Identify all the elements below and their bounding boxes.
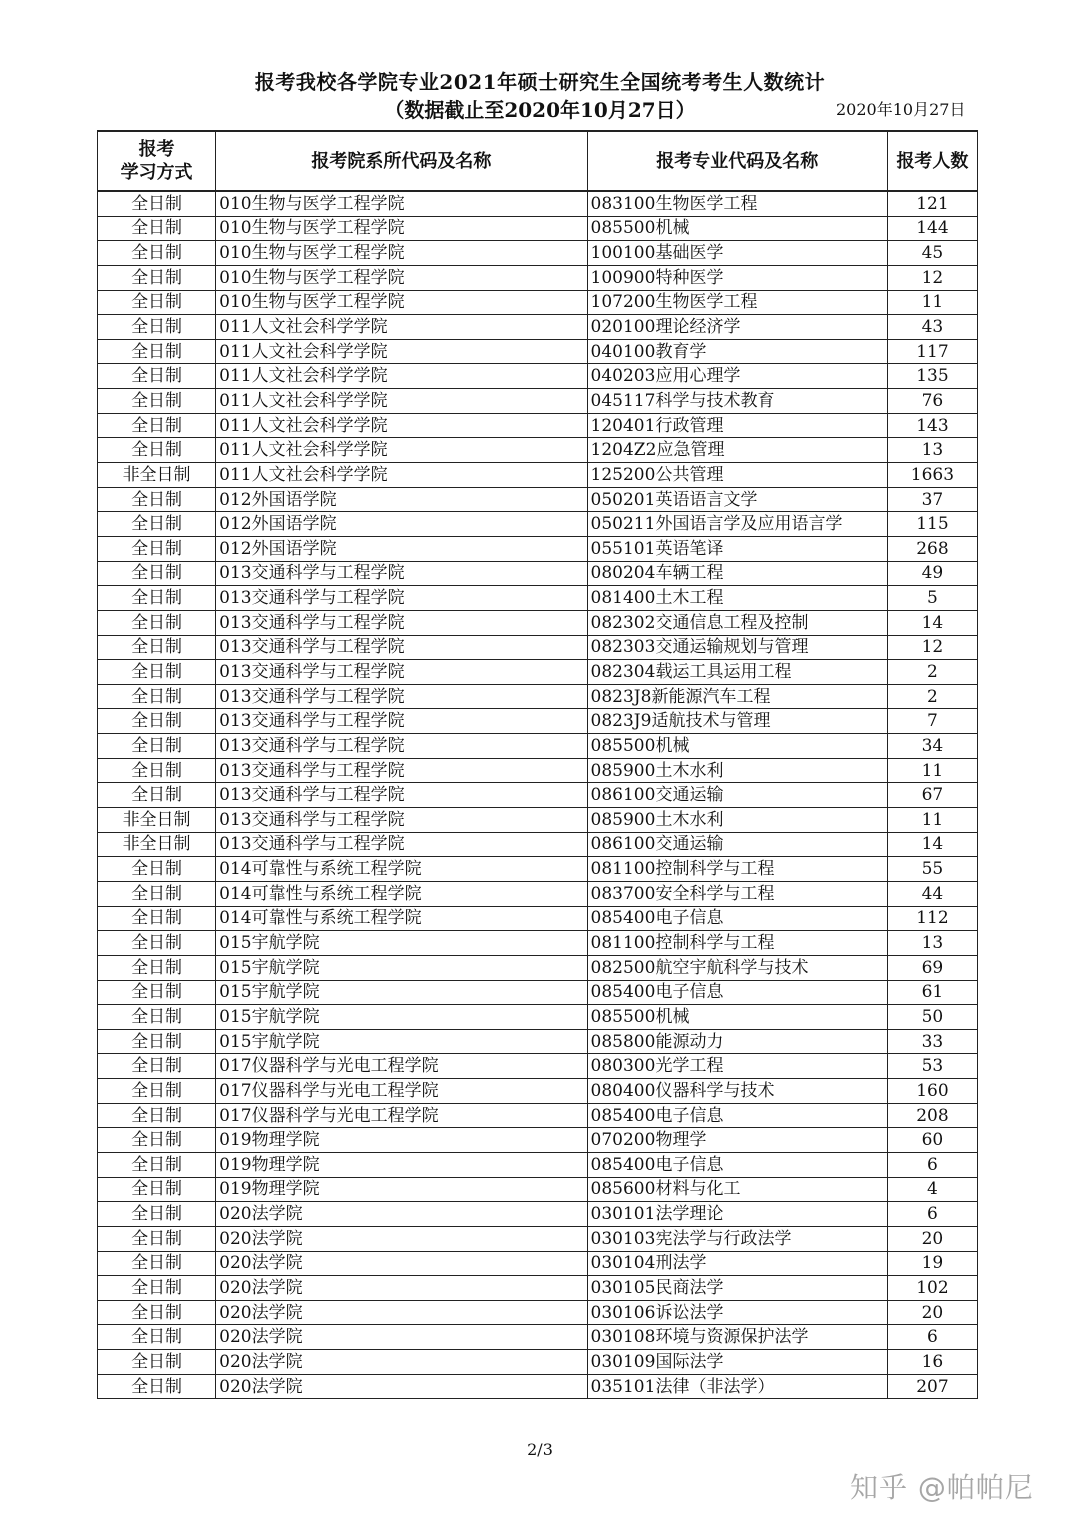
table-row	[98, 832, 978, 857]
table-row	[98, 413, 978, 438]
cell-college: 020法学院	[216, 1251, 587, 1276]
cell-study-mode: 全日制	[98, 265, 216, 290]
cell-count: 117	[887, 339, 977, 364]
cell-count: 4	[887, 1177, 977, 1202]
cell-study-mode: 全日制	[98, 1079, 216, 1104]
cell-study-mode: 全日制	[98, 1005, 216, 1030]
cell-college: 011人文社会科学学院	[216, 315, 587, 340]
table-row	[98, 1300, 978, 1325]
header-study-mode-line1: 报考	[138, 139, 175, 160]
watermark: 知乎 @帕帕尼	[850, 1471, 1034, 1504]
cell-count: 43	[887, 315, 977, 340]
table-row	[98, 684, 978, 709]
cell-count: 37	[887, 487, 977, 512]
cell-major: 083100生物医学工程	[587, 191, 887, 216]
cell-study-mode: 全日制	[98, 709, 216, 734]
cell-count: 12	[887, 635, 977, 660]
cell-college: 010生物与医学工程学院	[216, 216, 587, 241]
cell-college: 019物理学院	[216, 1177, 587, 1202]
cell-major: 030104刑法学	[587, 1251, 887, 1276]
cell-count: 60	[887, 1128, 977, 1153]
cell-study-mode: 全日制	[98, 364, 216, 389]
header-count: 报考人数	[887, 131, 977, 191]
table-row	[98, 315, 978, 340]
cell-major: 1204Z2应急管理	[587, 438, 887, 463]
cell-college: 012外国语学院	[216, 487, 587, 512]
cell-count: 14	[887, 832, 977, 857]
cell-college: 013交通科学与工程学院	[216, 808, 587, 833]
cell-count: 14	[887, 610, 977, 635]
cell-study-mode: 全日制	[98, 241, 216, 266]
table-row	[98, 1202, 978, 1227]
document-title: 报考我校各学院专业2021年硕士研究生全国统考考生人数统计	[254, 70, 826, 94]
cell-major: 085500机械	[587, 1005, 887, 1030]
table-row	[98, 1103, 978, 1128]
table-body	[98, 191, 978, 1399]
document-subtitle: （数据截止至2020年10月27日）	[384, 98, 696, 122]
table-row	[98, 783, 978, 808]
cell-study-mode: 全日制	[98, 1300, 216, 1325]
table-row	[98, 364, 978, 389]
cell-college: 015宇航学院	[216, 980, 587, 1005]
cell-major: 100100基础医学	[587, 241, 887, 266]
cell-study-mode: 全日制	[98, 561, 216, 586]
cell-study-mode: 全日制	[98, 1128, 216, 1153]
cell-count: 16	[887, 1350, 977, 1375]
cell-count: 144	[887, 216, 977, 241]
table-row	[98, 709, 978, 734]
cell-major: 082304载运工具运用工程	[587, 660, 887, 685]
cell-major: 085800能源动力	[587, 1029, 887, 1054]
cell-major: 083700安全科学与工程	[587, 881, 887, 906]
cell-college: 020法学院	[216, 1202, 587, 1227]
table-row	[98, 980, 978, 1005]
cell-major: 030101法学理论	[587, 1202, 887, 1227]
cell-study-mode: 全日制	[98, 1374, 216, 1399]
table-row	[98, 191, 978, 216]
cell-count: 34	[887, 734, 977, 759]
cell-college: 011人文社会科学学院	[216, 389, 587, 414]
cell-count: 135	[887, 364, 977, 389]
cell-college: 020法学院	[216, 1276, 587, 1301]
cell-count: 2	[887, 660, 977, 685]
table-row	[98, 1251, 978, 1276]
cell-count: 13	[887, 438, 977, 463]
cell-count: 13	[887, 931, 977, 956]
cell-study-mode: 全日制	[98, 1226, 216, 1251]
cell-college: 013交通科学与工程学院	[216, 561, 587, 586]
cell-study-mode: 全日制	[98, 931, 216, 956]
cell-major: 081400土木工程	[587, 586, 887, 611]
table-row	[98, 881, 978, 906]
cell-college: 014可靠性与系统工程学院	[216, 881, 587, 906]
table-row	[98, 1152, 978, 1177]
cell-major: 085400电子信息	[587, 906, 887, 931]
cell-count: 6	[887, 1152, 977, 1177]
cell-major: 050201英语语言文学	[587, 487, 887, 512]
cell-count: 143	[887, 413, 977, 438]
cell-major: 081100控制科学与工程	[587, 931, 887, 956]
cell-major: 020100理论经济学	[587, 315, 887, 340]
cell-college: 015宇航学院	[216, 931, 587, 956]
cell-college: 013交通科学与工程学院	[216, 610, 587, 635]
table-row	[98, 808, 978, 833]
cell-count: 69	[887, 955, 977, 980]
cell-count: 207	[887, 1374, 977, 1399]
cell-count: 268	[887, 536, 977, 561]
cell-college: 013交通科学与工程学院	[216, 758, 587, 783]
cell-college: 015宇航学院	[216, 1005, 587, 1030]
cell-major: 086100交通运输	[587, 832, 887, 857]
cell-study-mode: 全日制	[98, 1152, 216, 1177]
cell-count: 102	[887, 1276, 977, 1301]
cell-major: 085500机械	[587, 734, 887, 759]
cell-college: 019物理学院	[216, 1152, 587, 1177]
table-row	[98, 512, 978, 537]
cell-count: 19	[887, 1251, 977, 1276]
cell-major: 045117科学与技术教育	[587, 389, 887, 414]
cell-study-mode: 全日制	[98, 1276, 216, 1301]
cell-study-mode: 全日制	[98, 1103, 216, 1128]
page-number: 2/3	[527, 1440, 553, 1459]
cell-major: 050211外国语言学及应用语言学	[587, 512, 887, 537]
cell-major: 085400电子信息	[587, 1152, 887, 1177]
cell-major: 080300光学工程	[587, 1054, 887, 1079]
cell-major: 040203应用心理学	[587, 364, 887, 389]
cell-major: 125200公共管理	[587, 463, 887, 488]
cell-college: 011人文社会科学学院	[216, 463, 587, 488]
table-row	[98, 1054, 978, 1079]
cell-count: 6	[887, 1325, 977, 1350]
cell-college: 010生物与医学工程学院	[216, 265, 587, 290]
cell-count: 53	[887, 1054, 977, 1079]
cell-major: 085400电子信息	[587, 980, 887, 1005]
cell-major: 120401行政管理	[587, 413, 887, 438]
cell-study-mode: 全日制	[98, 758, 216, 783]
cell-college: 013交通科学与工程学院	[216, 635, 587, 660]
cell-major: 085900土木水利	[587, 758, 887, 783]
header-study-mode	[98, 131, 216, 191]
cell-count: 5	[887, 586, 977, 611]
table-row	[98, 339, 978, 364]
table-row	[98, 290, 978, 315]
cell-major: 082302交通信息工程及控制	[587, 610, 887, 635]
cell-study-mode: 全日制	[98, 1251, 216, 1276]
table-row	[98, 463, 978, 488]
cell-college: 013交通科学与工程学院	[216, 586, 587, 611]
cell-major: 030108环境与资源保护法学	[587, 1325, 887, 1350]
statistics-table	[97, 130, 978, 1399]
cell-study-mode: 全日制	[98, 339, 216, 364]
table-row	[98, 1128, 978, 1153]
cell-study-mode: 全日制	[98, 536, 216, 561]
table-row	[98, 931, 978, 956]
cell-college: 014可靠性与系统工程学院	[216, 857, 587, 882]
cell-study-mode: 全日制	[98, 660, 216, 685]
cell-count: 1663	[887, 463, 977, 488]
cell-count: 11	[887, 808, 977, 833]
table-row	[98, 1374, 978, 1399]
cell-major: 070200物理学	[587, 1128, 887, 1153]
table-row	[98, 241, 978, 266]
cell-count: 7	[887, 709, 977, 734]
cell-college: 015宇航学院	[216, 1029, 587, 1054]
cell-major: 107200生物医学工程	[587, 290, 887, 315]
cell-major: 082303交通运输规划与管理	[587, 635, 887, 660]
cell-college: 012外国语学院	[216, 512, 587, 537]
cell-count: 49	[887, 561, 977, 586]
header-study-mode-line2: 学习方式	[120, 162, 193, 183]
cell-major: 100900特种医学	[587, 265, 887, 290]
table-row	[98, 1325, 978, 1350]
cell-college: 013交通科学与工程学院	[216, 783, 587, 808]
table-row	[98, 1350, 978, 1375]
cell-count: 67	[887, 783, 977, 808]
document-date: 2020年10月27日	[836, 100, 966, 119]
table-row	[98, 1177, 978, 1202]
cell-count: 12	[887, 265, 977, 290]
cell-count: 121	[887, 191, 977, 216]
cell-college: 013交通科学与工程学院	[216, 684, 587, 709]
table-row	[98, 1226, 978, 1251]
cell-study-mode: 全日制	[98, 512, 216, 537]
cell-study-mode: 全日制	[98, 1054, 216, 1079]
cell-major: 0823J8新能源汽车工程	[587, 684, 887, 709]
cell-count: 76	[887, 389, 977, 414]
table-row	[98, 610, 978, 635]
cell-college: 013交通科学与工程学院	[216, 734, 587, 759]
cell-major: 085400电子信息	[587, 1103, 887, 1128]
cell-study-mode: 全日制	[98, 635, 216, 660]
cell-study-mode: 全日制	[98, 783, 216, 808]
cell-count: 44	[887, 881, 977, 906]
cell-major: 030105民商法学	[587, 1276, 887, 1301]
cell-study-mode: 全日制	[98, 191, 216, 216]
cell-study-mode: 全日制	[98, 980, 216, 1005]
cell-count: 11	[887, 758, 977, 783]
cell-major: 085900土木水利	[587, 808, 887, 833]
cell-count: 61	[887, 980, 977, 1005]
cell-college: 017仪器科学与光电工程学院	[216, 1054, 587, 1079]
cell-study-mode: 非全日制	[98, 808, 216, 833]
cell-major: 030106诉讼法学	[587, 1300, 887, 1325]
table-row	[98, 734, 978, 759]
table-row	[98, 216, 978, 241]
table-row	[98, 857, 978, 882]
cell-count: 50	[887, 1005, 977, 1030]
cell-college: 019物理学院	[216, 1128, 587, 1153]
cell-college: 014可靠性与系统工程学院	[216, 906, 587, 931]
cell-count: 160	[887, 1079, 977, 1104]
cell-major: 055101英语笔译	[587, 536, 887, 561]
cell-major: 085600材料与化工	[587, 1177, 887, 1202]
table-row	[98, 635, 978, 660]
cell-study-mode: 全日制	[98, 881, 216, 906]
cell-study-mode: 全日制	[98, 1177, 216, 1202]
table-header-row	[98, 131, 978, 191]
cell-major: 085500机械	[587, 216, 887, 241]
cell-college: 017仪器科学与光电工程学院	[216, 1103, 587, 1128]
cell-college: 011人文社会科学学院	[216, 364, 587, 389]
cell-major: 0823J9适航技术与管理	[587, 709, 887, 734]
cell-college: 011人文社会科学学院	[216, 339, 587, 364]
cell-college: 015宇航学院	[216, 955, 587, 980]
cell-college: 010生物与医学工程学院	[216, 191, 587, 216]
cell-college: 013交通科学与工程学院	[216, 660, 587, 685]
cell-count: 112	[887, 906, 977, 931]
cell-count: 11	[887, 290, 977, 315]
table-row	[98, 536, 978, 561]
cell-study-mode: 全日制	[98, 1350, 216, 1375]
cell-major: 030109国际法学	[587, 1350, 887, 1375]
cell-count: 6	[887, 1202, 977, 1227]
table-row	[98, 660, 978, 685]
cell-major: 040100教育学	[587, 339, 887, 364]
cell-count: 2	[887, 684, 977, 709]
cell-count: 208	[887, 1103, 977, 1128]
cell-study-mode: 全日制	[98, 857, 216, 882]
cell-study-mode: 全日制	[98, 216, 216, 241]
cell-study-mode: 非全日制	[98, 832, 216, 857]
cell-college: 020法学院	[216, 1300, 587, 1325]
cell-study-mode: 全日制	[98, 1202, 216, 1227]
cell-count: 20	[887, 1226, 977, 1251]
cell-college: 010生物与医学工程学院	[216, 290, 587, 315]
cell-college: 017仪器科学与光电工程学院	[216, 1079, 587, 1104]
cell-college: 010生物与医学工程学院	[216, 241, 587, 266]
cell-study-mode: 全日制	[98, 586, 216, 611]
cell-study-mode: 非全日制	[98, 463, 216, 488]
cell-study-mode: 全日制	[98, 315, 216, 340]
table-row	[98, 586, 978, 611]
cell-study-mode: 全日制	[98, 290, 216, 315]
cell-major: 035101法律（非法学）	[587, 1374, 887, 1399]
table-row	[98, 487, 978, 512]
cell-count: 55	[887, 857, 977, 882]
cell-study-mode: 全日制	[98, 487, 216, 512]
header-college: 报考院系所代码及名称	[216, 131, 587, 191]
cell-major: 082500航空宇航科学与技术	[587, 955, 887, 980]
cell-study-mode: 全日制	[98, 438, 216, 463]
cell-count: 33	[887, 1029, 977, 1054]
header-major: 报考专业代码及名称	[587, 131, 887, 191]
cell-study-mode: 全日制	[98, 610, 216, 635]
cell-study-mode: 全日制	[98, 955, 216, 980]
cell-count: 115	[887, 512, 977, 537]
table-row	[98, 758, 978, 783]
cell-study-mode: 全日制	[98, 906, 216, 931]
table-row	[98, 265, 978, 290]
cell-major: 030103宪法学与行政法学	[587, 1226, 887, 1251]
cell-major: 086100交通运输	[587, 783, 887, 808]
cell-count: 45	[887, 241, 977, 266]
cell-study-mode: 全日制	[98, 684, 216, 709]
table-row	[98, 1079, 978, 1104]
table-row	[98, 438, 978, 463]
table-row	[98, 955, 978, 980]
table-row	[98, 1276, 978, 1301]
cell-college: 011人文社会科学学院	[216, 413, 587, 438]
cell-major: 080204车辆工程	[587, 561, 887, 586]
cell-study-mode: 全日制	[98, 413, 216, 438]
table-row	[98, 1005, 978, 1030]
cell-college: 013交通科学与工程学院	[216, 832, 587, 857]
cell-college: 020法学院	[216, 1350, 587, 1375]
cell-study-mode: 全日制	[98, 1029, 216, 1054]
cell-count: 20	[887, 1300, 977, 1325]
cell-college: 012外国语学院	[216, 536, 587, 561]
cell-study-mode: 全日制	[98, 389, 216, 414]
table-row	[98, 1029, 978, 1054]
cell-study-mode: 全日制	[98, 734, 216, 759]
table-row	[98, 561, 978, 586]
cell-college: 020法学院	[216, 1325, 587, 1350]
table-row	[98, 389, 978, 414]
cell-major: 081100控制科学与工程	[587, 857, 887, 882]
table-row	[98, 906, 978, 931]
cell-college: 011人文社会科学学院	[216, 438, 587, 463]
cell-major: 080400仪器科学与技术	[587, 1079, 887, 1104]
cell-college: 013交通科学与工程学院	[216, 709, 587, 734]
cell-college: 020法学院	[216, 1226, 587, 1251]
cell-study-mode: 全日制	[98, 1325, 216, 1350]
cell-college: 020法学院	[216, 1374, 587, 1399]
